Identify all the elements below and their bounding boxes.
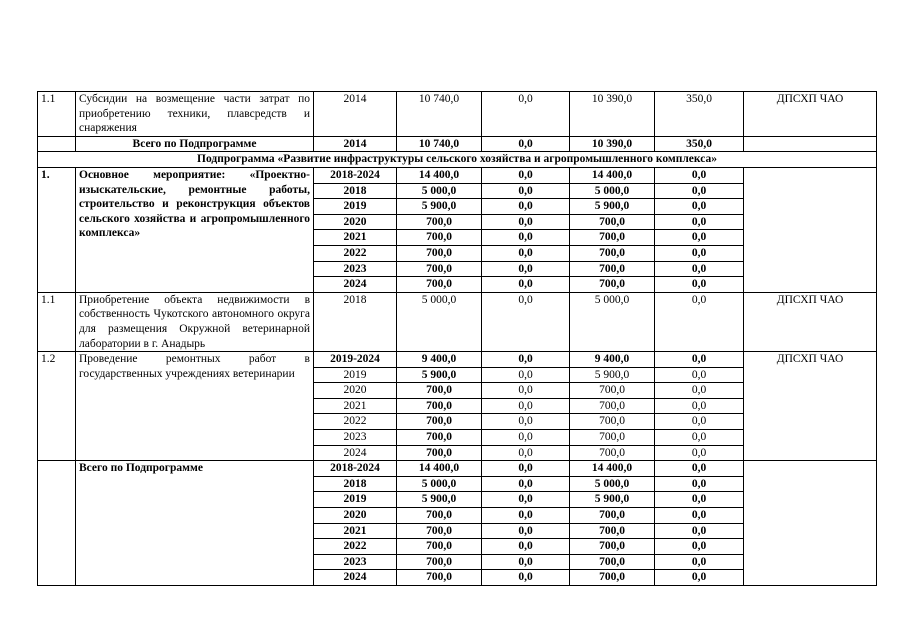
value-federal: 0,0	[482, 554, 570, 570]
value-federal: 0,0	[482, 183, 570, 199]
row-year: 2024	[314, 277, 397, 293]
value-federal: 0,0	[482, 136, 570, 152]
value-other: 0,0	[655, 352, 744, 368]
section-row	[38, 152, 877, 168]
value-total: 700,0	[397, 539, 482, 555]
row-executor: ДПСХП ЧАО	[744, 292, 877, 351]
row-year: 2018-2024	[314, 461, 397, 477]
value-federal: 0,0	[482, 414, 570, 430]
value-other: 350,0	[655, 136, 744, 152]
value-regional: 700,0	[570, 445, 655, 461]
value-total: 700,0	[397, 245, 482, 261]
value-federal: 0,0	[482, 352, 570, 368]
row-year: 2014	[314, 92, 397, 137]
value-regional: 700,0	[570, 277, 655, 293]
value-total: 700,0	[397, 383, 482, 399]
row-number: 1.1	[38, 292, 76, 351]
value-federal: 0,0	[482, 445, 570, 461]
value-other: 0,0	[655, 367, 744, 383]
value-other: 0,0	[655, 199, 744, 215]
value-federal: 0,0	[482, 539, 570, 555]
value-regional: 5 900,0	[570, 199, 655, 215]
value-other: 0,0	[655, 167, 744, 183]
row-year: 2019	[314, 367, 397, 383]
row-description: Проведение ремонтных работ в государственных учреждениях ветеринарии	[76, 352, 314, 461]
value-regional: 700,0	[570, 539, 655, 555]
value-other: 0,0	[655, 383, 744, 399]
total-label: Всего по Подпрограмме	[76, 461, 314, 586]
row-year: 2022	[314, 539, 397, 555]
value-other: 0,0	[655, 230, 744, 246]
value-regional: 700,0	[570, 261, 655, 277]
value-other: 0,0	[655, 398, 744, 414]
table-row	[38, 92, 877, 137]
value-regional: 5 000,0	[570, 183, 655, 199]
value-regional: 700,0	[570, 230, 655, 246]
value-regional: 5 000,0	[570, 476, 655, 492]
value-federal: 0,0	[482, 461, 570, 477]
value-regional: 700,0	[570, 383, 655, 399]
value-federal: 0,0	[482, 292, 570, 351]
value-total: 700,0	[397, 230, 482, 246]
row-number: 1.	[38, 167, 76, 292]
value-total: 10 740,0	[397, 136, 482, 152]
value-total: 700,0	[397, 277, 482, 293]
value-other: 0,0	[655, 214, 744, 230]
value-total: 5 900,0	[397, 492, 482, 508]
value-other: 0,0	[655, 508, 744, 524]
value-total: 5 000,0	[397, 183, 482, 199]
table-row	[38, 136, 877, 152]
value-total: 14 400,0	[397, 167, 482, 183]
row-executor: ДПСХП ЧАО	[744, 352, 877, 461]
value-federal: 0,0	[482, 492, 570, 508]
row-year: 2018	[314, 476, 397, 492]
value-regional: 9 400,0	[570, 352, 655, 368]
value-federal: 0,0	[482, 214, 570, 230]
value-other: 0,0	[655, 414, 744, 430]
row-year: 2021	[314, 230, 397, 246]
value-regional: 700,0	[570, 523, 655, 539]
value-total: 700,0	[397, 414, 482, 430]
row-year: 2019	[314, 492, 397, 508]
value-federal: 0,0	[482, 230, 570, 246]
row-year: 2020	[314, 214, 397, 230]
row-year: 2021	[314, 523, 397, 539]
row-number: 1.2	[38, 352, 76, 461]
value-other: 0,0	[655, 292, 744, 351]
value-other: 0,0	[655, 183, 744, 199]
section-title: Подпрограмма «Развитие инфраструктуры сельского хозяйства и агропромышленного комплекса»	[38, 152, 877, 168]
value-total: 10 740,0	[397, 92, 482, 137]
value-other: 0,0	[655, 261, 744, 277]
table-row	[38, 292, 877, 351]
value-total: 700,0	[397, 398, 482, 414]
row-executor	[744, 461, 877, 586]
row-year: 2023	[314, 554, 397, 570]
value-regional: 700,0	[570, 554, 655, 570]
value-other: 0,0	[655, 476, 744, 492]
value-total: 700,0	[397, 554, 482, 570]
value-other: 0,0	[655, 277, 744, 293]
value-federal: 0,0	[482, 261, 570, 277]
value-federal: 0,0	[482, 570, 570, 586]
value-federal: 0,0	[482, 476, 570, 492]
row-description: Субсидии на возмещение части затрат по приобретению техники, плавсредств и снаряжения	[76, 92, 314, 137]
value-regional: 5 000,0	[570, 292, 655, 351]
value-total: 700,0	[397, 523, 482, 539]
value-total: 700,0	[397, 570, 482, 586]
row-description: Основное мероприятие: «Проектно-изыскательские, ремонтные работы, строительство и реконструкция объектов сельского хозяйства и агропромышленного комплекса»	[76, 167, 314, 292]
value-federal: 0,0	[482, 199, 570, 215]
row-year: 2022	[314, 414, 397, 430]
value-regional: 700,0	[570, 214, 655, 230]
row-year: 2023	[314, 430, 397, 446]
value-regional: 14 400,0	[570, 461, 655, 477]
value-regional: 700,0	[570, 398, 655, 414]
value-total: 14 400,0	[397, 461, 482, 477]
value-total: 700,0	[397, 430, 482, 446]
row-year: 2021	[314, 398, 397, 414]
row-year: 2018-2024	[314, 167, 397, 183]
value-other: 0,0	[655, 492, 744, 508]
value-other: 0,0	[655, 539, 744, 555]
value-other: 0,0	[655, 245, 744, 261]
value-federal: 0,0	[482, 398, 570, 414]
value-regional: 700,0	[570, 570, 655, 586]
row-year: 2018	[314, 292, 397, 351]
value-total: 5 000,0	[397, 292, 482, 351]
budget-table	[37, 91, 877, 586]
row-executor	[744, 167, 877, 292]
value-total: 5 900,0	[397, 199, 482, 215]
value-other: 0,0	[655, 554, 744, 570]
row-year: 2023	[314, 261, 397, 277]
value-federal: 0,0	[482, 430, 570, 446]
row-year: 2024	[314, 570, 397, 586]
value-total: 700,0	[397, 445, 482, 461]
value-federal: 0,0	[482, 92, 570, 137]
value-other: 0,0	[655, 445, 744, 461]
value-total: 700,0	[397, 214, 482, 230]
row-year: 2022	[314, 245, 397, 261]
table-row	[38, 461, 877, 477]
row-executor: ДПСХП ЧАО	[744, 92, 877, 137]
value-regional: 10 390,0	[570, 92, 655, 137]
value-total: 9 400,0	[397, 352, 482, 368]
row-description: Приобретение объекта недвижимости в собственность Чукотского автономного округа для размещения Окружной ветеринарной лаборатории в г. Анадырь	[76, 292, 314, 351]
row-number: 1.1	[38, 92, 76, 137]
value-total: 5 000,0	[397, 476, 482, 492]
value-federal: 0,0	[482, 245, 570, 261]
row-year: 2018	[314, 183, 397, 199]
value-regional: 14 400,0	[570, 167, 655, 183]
value-total: 5 900,0	[397, 367, 482, 383]
row-year: 2014	[314, 136, 397, 152]
value-regional: 700,0	[570, 508, 655, 524]
row-year: 2019-2024	[314, 352, 397, 368]
row-number	[38, 461, 76, 586]
value-federal: 0,0	[482, 383, 570, 399]
value-regional: 700,0	[570, 245, 655, 261]
value-federal: 0,0	[482, 277, 570, 293]
value-other: 0,0	[655, 461, 744, 477]
table-row	[38, 352, 877, 368]
value-regional: 700,0	[570, 414, 655, 430]
table-row	[38, 167, 877, 183]
value-other: 0,0	[655, 430, 744, 446]
value-federal: 0,0	[482, 508, 570, 524]
value-regional: 10 390,0	[570, 136, 655, 152]
row-year: 2020	[314, 383, 397, 399]
row-year: 2019	[314, 199, 397, 215]
value-total: 700,0	[397, 261, 482, 277]
value-regional: 5 900,0	[570, 367, 655, 383]
row-year: 2024	[314, 445, 397, 461]
value-federal: 0,0	[482, 367, 570, 383]
value-regional: 700,0	[570, 430, 655, 446]
row-year: 2020	[314, 508, 397, 524]
value-total: 700,0	[397, 508, 482, 524]
value-other: 0,0	[655, 523, 744, 539]
value-other: 350,0	[655, 92, 744, 137]
subtotal-label: Всего по Подпрограмме	[76, 136, 314, 152]
value-other: 0,0	[655, 570, 744, 586]
value-regional: 5 900,0	[570, 492, 655, 508]
value-federal: 0,0	[482, 167, 570, 183]
value-federal: 0,0	[482, 523, 570, 539]
